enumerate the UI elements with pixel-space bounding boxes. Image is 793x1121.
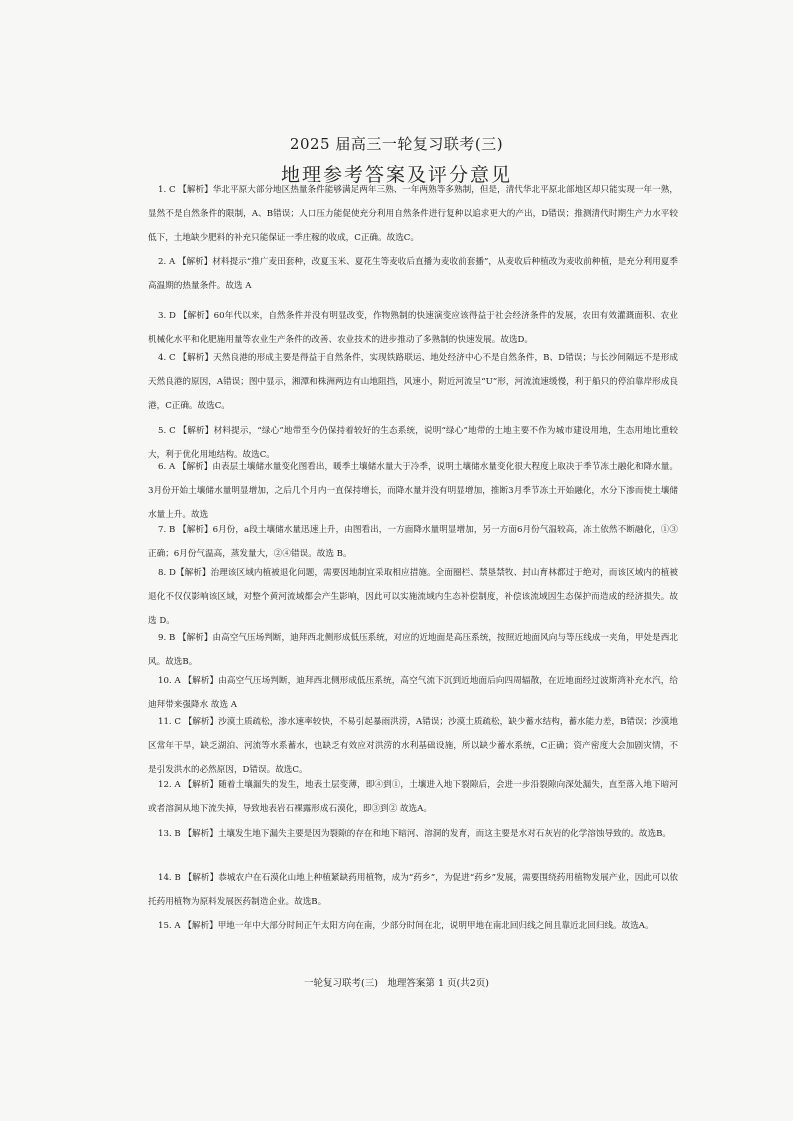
answer-item-7: 7. B 【解析】6月份，a段土壤储水量迅速上升，由图看出，一方面降水量明显增加，另一方面6月份气温较高，冻土依然不断融化，①③正确；6月份气温高，蒸发量大，②④错误。故选 B。: [148, 525, 678, 559]
answer-item-3: 3. D 【解析】60年代以来，自然条件并没有明显改变，作物熟制的快速演变应该得益于社会经济条件的发展，农田有效灌溉面积、农业机械化水平和化肥施用量等农业生产条件的改善、农业技术的进步推动了多熟制的快速发展。故选D。: [148, 311, 678, 345]
answer-item-9: 9. B 【解析】由高空气压场判断，迪拜西北侧形成低压系统，对应的近地面是高压系统，按照近地面风向与等压线成一夹角，甲处是西北风。故选B。: [148, 633, 678, 667]
answer-item-6: 6. A 【解析】由表层土壤储水量变化图看出，暖季土壤储水量大于冷季，说明土壤储水量变化很大程度上取决于季节冻土融化和降水量。3月份开始土壤储水量明显增加，之后几个月内一直保持增长，而降水量并没有明显增加，推断3月季节冻土开始融化，水分下渗而使土壤储水量上升。故选: [148, 462, 678, 520]
answer-item-15: 15. A 【解析】甲地一年中大部分时间正午太阳方向在南，少部分时间在北，说明甲地在南北回归线之间且靠近北回归线。故选A。: [158, 921, 654, 931]
answer-item-8: 8. D【解析】治理该区域内植被退化问题，需要因地制宜采取相应措施。全面圈栏、禁垦禁牧、封山育林都过于绝对，而该区域内的植被退化不仅仅影响该区域，对整个黄河流域都会产生影响，因此可以实施流域内生态补偿制度，补偿该流域因生态保护而造成的经济损失。故选 D。: [148, 568, 678, 626]
answer-item-2: 2. A 【解析】材料提示“推广麦田套种，改夏玉米、夏花生等麦收后直播为麦收前套播”，从麦收后种植改为麦收前种植，是充分利用夏季高温期的热量条件。故选 A: [148, 257, 678, 291]
answer-item-13: 13. B 【解析】土壤发生地下漏失主要是因为裂隙的存在和地下暗河、溶洞的发育，而这主要是水对石灰岩的化学溶蚀导致的。故选B。: [158, 829, 672, 839]
answer-key-title: 地理参考答案及评分意见: [280, 164, 512, 186]
answer-item-4: 4. C 【解析】天然良港的形成主要是得益于自然条件，实现铁路联运、地处经济中心不是自然条件，B、D错误；与长沙间隔远不是形成天然良港的原因，A错误；图中显示，湘潭和株洲两边有山地阻挡，风速小，附近河流呈“U”形，河流流速缓慢，利于船只的停泊靠岸形成良港，C正确。故选C。: [148, 353, 678, 411]
answer-item-10: 10. A 【解析】由高空气压场判断，迪拜西北侧形成低压系统，高空气流下沉到近地面后向四周辐散，在近地面经过波斯湾补充水汽，给迪拜带来强降水 故选 A: [148, 676, 678, 710]
exam-title: 2025 届高三一轮复习联考(三): [289, 135, 504, 153]
answer-item-14: 14. B 【解析】恭城农户在石漠化山地上种植紧缺药用植物，成为“药乡”，为促进“药乡”发展，需要围绕药用植物发展产业，因此可以依托药用植物为原料发展医药制造企业。故选B。: [148, 873, 678, 907]
page-footer: 一轮复习联考(三) 地理答案第 1 页(共2页): [304, 978, 489, 989]
answer-item-11: 11. C 【解析】沙漠土质疏松，渗水速率较快，不易引起暴雨洪涝，A错误；沙漠土质疏松，缺少蓄水结构，蓄水能力差，B错误；沙漠地区常年干旱，缺乏湖泊、河流等水系蓄水，也缺乏有效应对洪涝的水利基础设施，所以缺少蓄水系统，C正确；资产密度大会加剧灾情，不是引发洪水的必然原因，D错误。故选C。: [148, 717, 678, 775]
answer-item-12: 12. A 【解析】随着土壤漏失的发生，地表土层变薄，即④到①，土壤进入地下裂隙后，会进一步沿裂隙向深处漏失，直至落入地下暗河或者溶洞从地下流失掉，导致地表岩石裸露形成石漠化，即③到② 故选A。: [148, 780, 678, 814]
answer-item-1: 1. C 【解析】华北平原大部分地区热量条件能够满足两年三熟、一年两熟等多熟制，但是，清代华北平原北部地区却只能实现一年一熟，显然不是自然条件的限制，A、B错误；人口压力能促使充分利用自然条件进行复种以追求更大的产出，D错误；推测清代时期生产力水平较低下，土地缺少肥料的补充只能保证一季庄稼的收成，C正确。故选C。: [148, 185, 678, 243]
answer-item-5: 5. C 【解析】材料提示，“绿心”地带至今仍保持着较好的生态系统，说明“绿心”地带的土地主要不作为城市建设用地，生态用地比重较大，利于优化用地结构。故选C。: [148, 426, 678, 460]
